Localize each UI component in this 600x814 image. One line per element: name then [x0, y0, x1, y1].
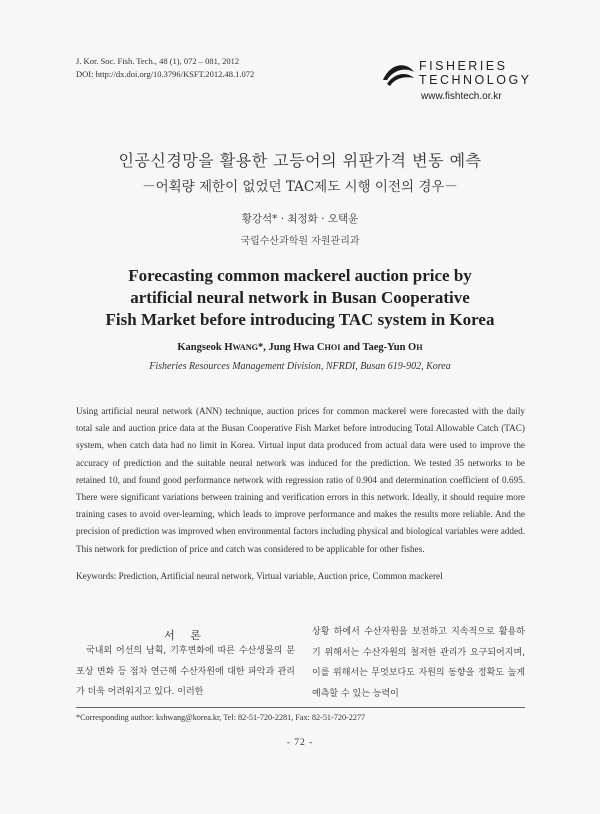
english-title [0, 265, 600, 331]
korean-authors: 황강석* · 최정화 · 오택윤 [241, 213, 359, 225]
logo-line-2: TECHNOLOGY [419, 73, 532, 87]
english-title-line: Forecasting common mackerel auction price by [128, 266, 472, 285]
body-column-right: 상황 하에서 수산자원을 보전하고 지속적으로 활용하기 위해서는 수산자원의 철저한 관리가 요구되어지며, 이를 위해서는 무엇보다도 자원의 동향을 정확도 높게 예측할 수 있는 능력이 [312, 627, 525, 699]
author-name-smallcaps: HOI [324, 343, 341, 352]
section-heading-introduction: 서 론 [164, 629, 207, 642]
korean-title: 인공신경망을 활용한 고등어의 위판가격 변동 예측 [118, 151, 482, 170]
logo-line-1: FISHERIES [419, 59, 508, 73]
korean-subtitle: －어획량 제한이 없었던 TAC제도 시행 이전의 경우－ [142, 179, 458, 195]
journal-citation [76, 55, 254, 81]
abstract: Using artificial neural network (ANN) technique, auction prices for common mackerel were forecasted with the daily total sale and auction price data at the Busan Cooperative Fish Market before introducing Total Allowable Catch (TAC) system, when catch data had no limit in Korea. Virtual input data produced from actual data were used to improve the accuracy of prediction and the suitable neural network was induced for the prediction. We tested 35 networks to be retained 10, and found good performance network with regression ratio of 0.904 and determination coefficient of 0.695. There were significant variations between training and verification errors in this network. Ideally, it should require more training cases to avoid over-learning, which leads to improve performance and makes the results more reliable. And the precision of prediction was improved when environmental factors including physical and biological variables were added. This network for prediction of price and catch was considered to be applicable for other fishes. [76, 406, 525, 554]
citation-line: J. Kor. Soc. Fish. Tech., 48 (1), 072 – 081, 2012 [76, 56, 240, 66]
footnote-divider [76, 707, 525, 708]
keywords: Keywords: Prediction, Artificial neural network, Virtual variable, Auction price, Common mackerel [76, 571, 443, 581]
logo-wordmark [419, 59, 532, 87]
fish-logo-icon [381, 58, 415, 88]
author-name-smallcaps: WANG [232, 343, 258, 352]
author-name-part: and Taeg-Yun O [340, 342, 417, 353]
body-column-left: 국내외 어선의 남획, 기후변화에 따른 수산생물의 분포상 변화 등 점차 연근해 수산자원에 대한 파악과 관리가 더욱 어려워지고 있다. 이러한 [76, 646, 295, 697]
english-affiliation: Fisheries Resources Management Division, NFRDI, Busan 619-902, Korea [149, 361, 451, 372]
doi-line[interactable]: DOI: http://dx.doi.org/10.3796/KSFT.2012.48.1.072 [76, 69, 255, 79]
journal-url[interactable]: www.fishtech.or.kr [421, 91, 502, 102]
korean-affiliation: 국립수산과학원 자원관리과 [240, 236, 360, 247]
english-authors [0, 342, 600, 353]
journal-logo [381, 57, 531, 107]
english-title-line: Fish Market before introducing TAC system in Korea [105, 310, 495, 329]
page-number: - 72 - [286, 738, 314, 748]
author-name-smallcaps: H [416, 343, 423, 352]
author-name-part: *, Jung Hwa C [258, 342, 325, 353]
corresponding-author-footnote: *Corresponding author: kshwang@korea.kr, Tel: 82-51-720-2281, Fax: 82-51-720-2277 [76, 713, 366, 722]
author-name-part: Kangseok H [177, 342, 233, 353]
english-title-line: artificial neural network in Busan Cooperative [130, 288, 470, 307]
